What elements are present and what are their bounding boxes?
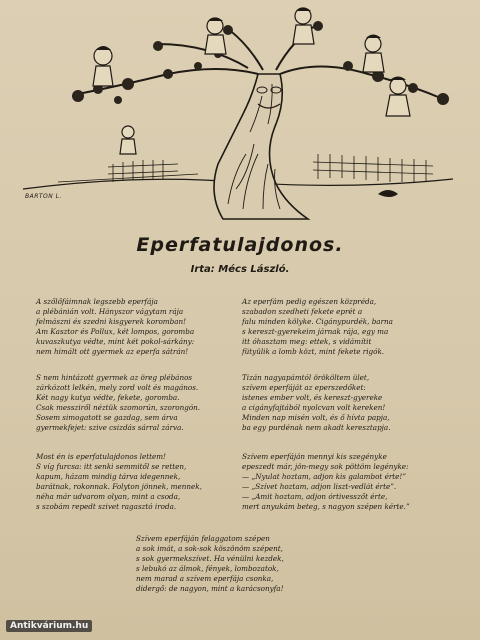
verse-line: Minden nap misén volt, és ő hívta papja,: [242, 413, 390, 423]
verse-line: — „Nyulat hoztam, adjon kis galambot érte!”: [242, 472, 406, 482]
stanza-right-2: [242, 373, 390, 434]
verse-line: szabadon szedheti fekete eprét a: [242, 307, 363, 317]
verse-line: — „Amit hoztam, adjon órtivesszőt érte,: [242, 492, 388, 502]
verse-line: epeszedt már, jön-megy sok pöttöm legénykе:: [242, 462, 409, 472]
verse-line: Am Kasztor és Pollux, két lompos, goromba: [36, 327, 195, 337]
verse-line: s szobám repedt szivet ragasztó iroda.: [36, 502, 177, 512]
verse-line: zárkózott lelkén, mely zord volt és magános.: [36, 383, 199, 393]
stanza-left-3: [36, 452, 202, 513]
verse-line: Most én is eperfatulajdonos lettem!: [36, 452, 166, 461]
verse-line: A szőlőfáimnak legszebb eperfája: [36, 297, 158, 306]
illustration-signature: BARTON L.: [25, 193, 62, 200]
verse-line: néha már udvarom olyan, mint a csoda,: [36, 492, 181, 502]
verse-line: felmászni és szedni kisgyerek koromban!: [36, 317, 187, 327]
verse-line: — „Szívet hoztam, adjon liszt-vedlát érte”.: [242, 482, 397, 492]
watermark: Antikvárium.hu: [6, 620, 92, 632]
verse-line: s kereszt-gyerekeim járnak rája, egy ma: [242, 327, 389, 337]
stanza-final: [136, 534, 284, 595]
verse-line: Szívem eperfáján mennyi kis szegénykе: [242, 452, 387, 461]
verse-line: gyermekfejet: szive csizdás sárral zárva.: [36, 423, 184, 433]
stanza-right-3: [242, 452, 410, 513]
verse-line: Csak messziről néztük szomorún, szorongón.: [36, 403, 201, 413]
verse-line: s lebukó az álmok, fények, lombozatok,: [136, 564, 279, 574]
poem-author: Irta: Mécs László.: [190, 264, 290, 275]
verse-line: Tizán nagyapámtól örököltem ület,: [242, 373, 370, 382]
verse-line: Sosem simogatott se gazdag, sem árva: [36, 413, 178, 423]
verse-line: falu minden kölyke. Cigánypurdék, barna: [242, 317, 393, 327]
verse-line: nem himált ott gyermek az eperfa sátrán!: [36, 347, 189, 357]
verse-line: barátnak, rokonnak. Folyton jönnek, mennek,: [36, 482, 202, 492]
verse-line: Az eperfám pedig egészen közpréda,: [242, 297, 377, 306]
verse-line: kapum, házam mindig tárva idegennek,: [36, 472, 181, 482]
verse-line: s sok gyermekszívet. Ha vénülni kezdek,: [136, 554, 284, 564]
verse-line: a plébánián volt. Hányszor vágytam rája: [36, 307, 184, 317]
poem-title: Eperfatulajdonos.: [136, 234, 344, 256]
verse-line: a sok imát, a sok-sok köszönöm szépent,: [136, 544, 283, 554]
verse-line: szívem eperfáját az eperszedőket:: [242, 383, 366, 393]
verse-line: Szívem eperfáján felaggatom szépen: [136, 534, 270, 543]
verse-line: kuvaszkutya védte, mint két pokol-sárkány:: [36, 337, 195, 347]
verse-line: ba egy purdénak nem akadt keresztapja.: [242, 423, 391, 433]
verse-line: nem marad a szívem eperfája csonka,: [136, 574, 274, 584]
verse-line: a cigányfajtából nyolcvan volt kereken!: [242, 403, 386, 413]
verse-line: istenes ember volt, és kereszt-gyereke: [242, 393, 383, 403]
verse-line: S víg furcsa: itt senki semmitől se retten,: [36, 462, 187, 472]
verse-line: S nem hintázott gyermek az öreg plébános: [36, 373, 193, 382]
stanza-right-1: [242, 297, 393, 358]
stanza-left-2: [36, 373, 200, 434]
stanza-left-1: [36, 297, 194, 358]
verse-line: didergő: de nagyon, mint a karácsonyfa!: [136, 584, 284, 594]
verse-line: Két nagy kutya védte, fekete, goromba.: [36, 393, 180, 403]
tree-with-children-illustration: [18, 4, 458, 222]
verse-line: fütyülik a lomb közt, mint fekete rigók.: [242, 347, 385, 357]
verse-line: mert anyukám beteg, s nagyon szépen kérte.”: [242, 502, 410, 512]
verse-line: itt óhasztam meg: ettek, s vidámítit: [242, 337, 372, 347]
